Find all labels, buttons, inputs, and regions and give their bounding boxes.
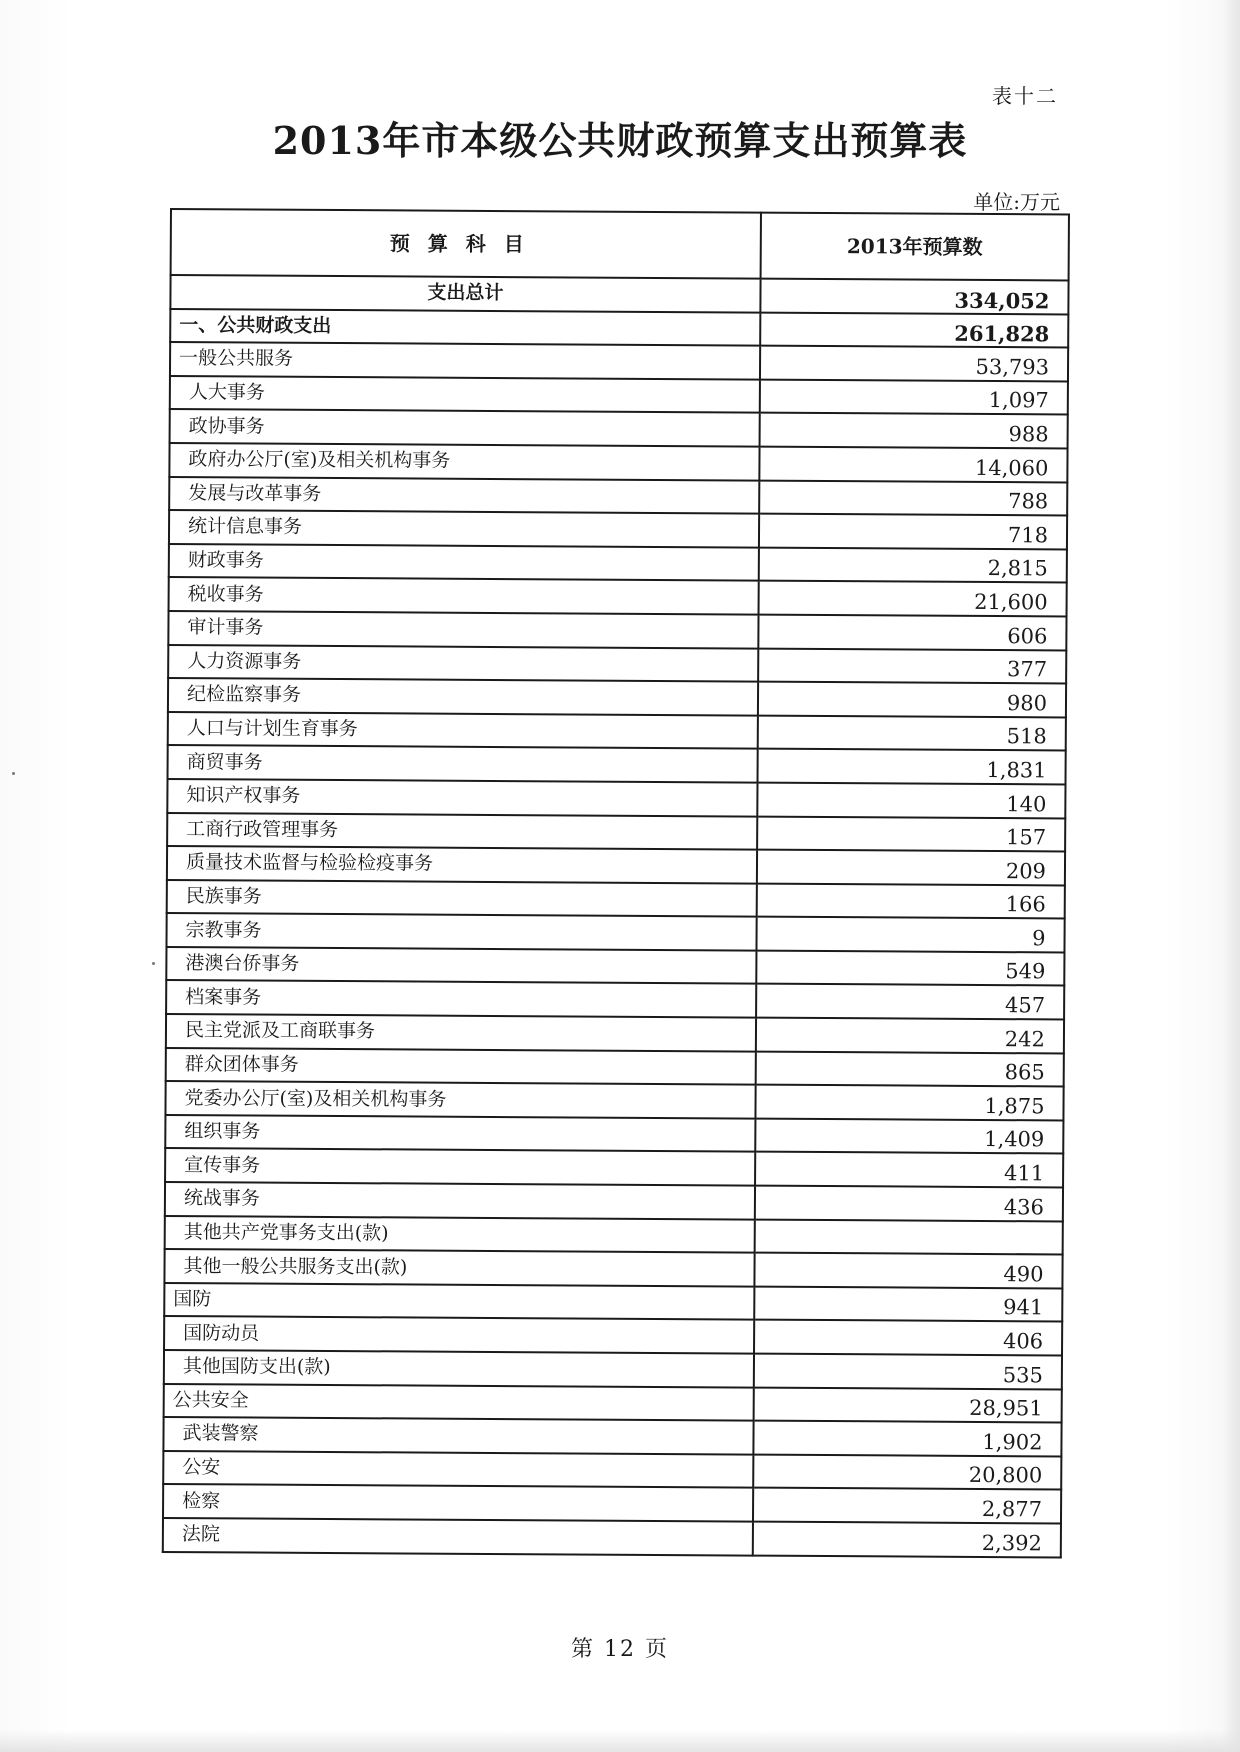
row-amount: 140 bbox=[757, 783, 1065, 818]
table-row bbox=[169, 577, 1067, 616]
table-row bbox=[169, 443, 1067, 482]
row-subject: 民族事务 bbox=[167, 880, 757, 917]
row-amount: 718 bbox=[759, 514, 1067, 549]
row-subject: 政协事务 bbox=[170, 409, 760, 446]
row-subject: 武装警察 bbox=[163, 1417, 753, 1454]
table-row bbox=[163, 1417, 1061, 1456]
row-amount: 1,097 bbox=[760, 379, 1068, 414]
row-amount: 941 bbox=[754, 1286, 1062, 1321]
table-row bbox=[170, 309, 1068, 348]
table-row bbox=[165, 1115, 1063, 1154]
scan-edge-right bbox=[1222, 0, 1240, 1752]
row-subject: 档案事务 bbox=[166, 980, 756, 1017]
table-row bbox=[169, 544, 1067, 583]
table-row bbox=[166, 913, 1064, 952]
scan-speck bbox=[12, 772, 15, 775]
row-subject: 公安 bbox=[163, 1451, 753, 1488]
row-subject: 统计信息事务 bbox=[169, 510, 759, 547]
row-amount: 1,831 bbox=[758, 749, 1066, 784]
row-subject: 检察 bbox=[163, 1484, 753, 1521]
table-row bbox=[169, 477, 1067, 516]
row-subject: 纪检监察事务 bbox=[168, 678, 758, 715]
row-subject: 民主党派及工商联事务 bbox=[166, 1014, 756, 1051]
table-row bbox=[167, 779, 1065, 818]
row-subject: 国防动员 bbox=[164, 1316, 754, 1353]
row-amount: 788 bbox=[759, 480, 1067, 515]
row-subject: 其他国防支出(款) bbox=[164, 1350, 754, 1387]
row-amount: 166 bbox=[757, 883, 1065, 918]
row-amount: 457 bbox=[756, 984, 1064, 1019]
row-subject: 工商行政管理事务 bbox=[167, 812, 757, 849]
table-row bbox=[165, 1182, 1063, 1221]
budget-table bbox=[162, 208, 1070, 1558]
row-amount: 21,600 bbox=[759, 581, 1067, 616]
table-row bbox=[167, 846, 1065, 885]
row-subject: 一般公共服务 bbox=[170, 342, 760, 379]
table-row bbox=[170, 376, 1068, 415]
row-amount: 261,828 bbox=[760, 312, 1068, 347]
table-row bbox=[163, 1451, 1061, 1490]
table-row bbox=[170, 409, 1068, 448]
table-body bbox=[163, 275, 1069, 1557]
row-subject: 政府办公厅(室)及相关机构事务 bbox=[169, 443, 759, 480]
row-amount: 2,815 bbox=[759, 547, 1067, 582]
row-amount: 1,409 bbox=[755, 1118, 1063, 1153]
row-subject: 质量技术监督与检验检疫事务 bbox=[167, 846, 757, 883]
row-amount: 549 bbox=[756, 950, 1064, 985]
table-row bbox=[163, 1518, 1061, 1557]
row-subject: 其他共产党事务支出(款) bbox=[165, 1216, 755, 1253]
table-row bbox=[166, 947, 1064, 986]
table-header-row bbox=[171, 209, 1069, 280]
table-row bbox=[168, 712, 1066, 751]
table-row bbox=[164, 1350, 1062, 1389]
row-amount: 53,793 bbox=[760, 346, 1068, 381]
table-row bbox=[165, 1148, 1063, 1187]
row-amount: 9 bbox=[756, 917, 1064, 952]
row-subject: 财政事务 bbox=[169, 544, 759, 581]
table-number: 表十二 bbox=[992, 84, 1058, 108]
row-subject: 公共安全 bbox=[164, 1384, 754, 1421]
row-amount: 518 bbox=[758, 715, 1066, 750]
row-subject: 发展与改革事务 bbox=[169, 477, 759, 514]
row-subject: 宣传事务 bbox=[165, 1148, 755, 1185]
table-row bbox=[165, 1216, 1063, 1255]
table-row bbox=[168, 611, 1066, 650]
row-subject: 党委办公厅(室)及相关机构事务 bbox=[165, 1081, 755, 1118]
unit-label: 单位:万元 bbox=[973, 190, 1060, 214]
table-row bbox=[169, 510, 1067, 549]
row-subject: 法院 bbox=[163, 1518, 753, 1555]
row-amount bbox=[755, 1219, 1063, 1254]
row-subject: 人大事务 bbox=[170, 376, 760, 413]
row-amount: 377 bbox=[758, 648, 1066, 683]
page-title: 2013年市本级公共财政预算支出预算表 bbox=[272, 118, 968, 163]
table-row bbox=[163, 1484, 1061, 1523]
row-amount: 980 bbox=[758, 682, 1066, 717]
row-amount: 157 bbox=[757, 816, 1065, 851]
row-amount: 334,052 bbox=[760, 279, 1068, 314]
row-amount: 535 bbox=[754, 1354, 1062, 1389]
table-row bbox=[170, 342, 1068, 381]
row-amount: 411 bbox=[755, 1152, 1063, 1187]
row-amount: 242 bbox=[756, 1018, 1064, 1053]
row-subject: 国防 bbox=[164, 1283, 754, 1320]
row-amount: 1,875 bbox=[755, 1085, 1063, 1120]
table-row bbox=[166, 980, 1064, 1019]
row-subject: 宗教事务 bbox=[166, 913, 756, 950]
table-row bbox=[164, 1249, 1062, 1288]
table-row bbox=[166, 1048, 1064, 1087]
row-subject: 知识产权事务 bbox=[167, 779, 757, 816]
row-subject: 其他一般公共服务支出(款) bbox=[164, 1249, 754, 1286]
table-row bbox=[167, 812, 1065, 851]
row-subject: 组织事务 bbox=[165, 1115, 755, 1152]
row-amount: 406 bbox=[754, 1320, 1062, 1355]
table-row bbox=[168, 678, 1066, 717]
header-amount: 2013年预算数 bbox=[761, 213, 1069, 281]
table-row bbox=[166, 1014, 1064, 1053]
table-row bbox=[167, 880, 1065, 919]
row-subject: 统战事务 bbox=[165, 1182, 755, 1219]
row-subject: 审计事务 bbox=[168, 611, 758, 648]
row-amount: 14,060 bbox=[759, 447, 1067, 482]
row-amount: 490 bbox=[754, 1253, 1062, 1288]
table-row bbox=[164, 1384, 1062, 1423]
row-amount: 436 bbox=[755, 1186, 1063, 1221]
scan-edge-bottom bbox=[0, 1730, 1240, 1752]
page-number: 第 12 页 bbox=[571, 1637, 669, 1662]
row-amount: 1,902 bbox=[753, 1421, 1061, 1456]
table-row bbox=[165, 1081, 1063, 1120]
row-amount: 2,877 bbox=[753, 1488, 1061, 1523]
row-subject: 商贸事务 bbox=[168, 745, 758, 782]
row-amount: 28,951 bbox=[754, 1387, 1062, 1422]
row-subject: 港澳台侨事务 bbox=[166, 947, 756, 984]
table-row bbox=[168, 645, 1066, 684]
row-amount: 20,800 bbox=[753, 1454, 1061, 1489]
row-amount: 2,392 bbox=[753, 1522, 1061, 1557]
table-row bbox=[168, 745, 1066, 784]
row-amount: 865 bbox=[756, 1051, 1064, 1086]
row-subject: 人力资源事务 bbox=[168, 645, 758, 682]
row-subject: 群众团体事务 bbox=[166, 1048, 756, 1085]
row-subject: 人口与计划生育事务 bbox=[168, 712, 758, 749]
table-row bbox=[164, 1283, 1062, 1322]
row-subject: 一、公共财政支出 bbox=[170, 309, 760, 346]
row-amount: 209 bbox=[757, 850, 1065, 885]
table-row bbox=[170, 275, 1068, 314]
row-amount: 606 bbox=[758, 615, 1066, 650]
row-amount: 988 bbox=[760, 413, 1068, 448]
row-subject: 税收事务 bbox=[169, 577, 759, 614]
scan-speck bbox=[152, 962, 155, 965]
header-subject: 预算科目 bbox=[171, 209, 761, 279]
row-subject: 支出总计 bbox=[170, 275, 760, 312]
table-row bbox=[164, 1316, 1062, 1355]
